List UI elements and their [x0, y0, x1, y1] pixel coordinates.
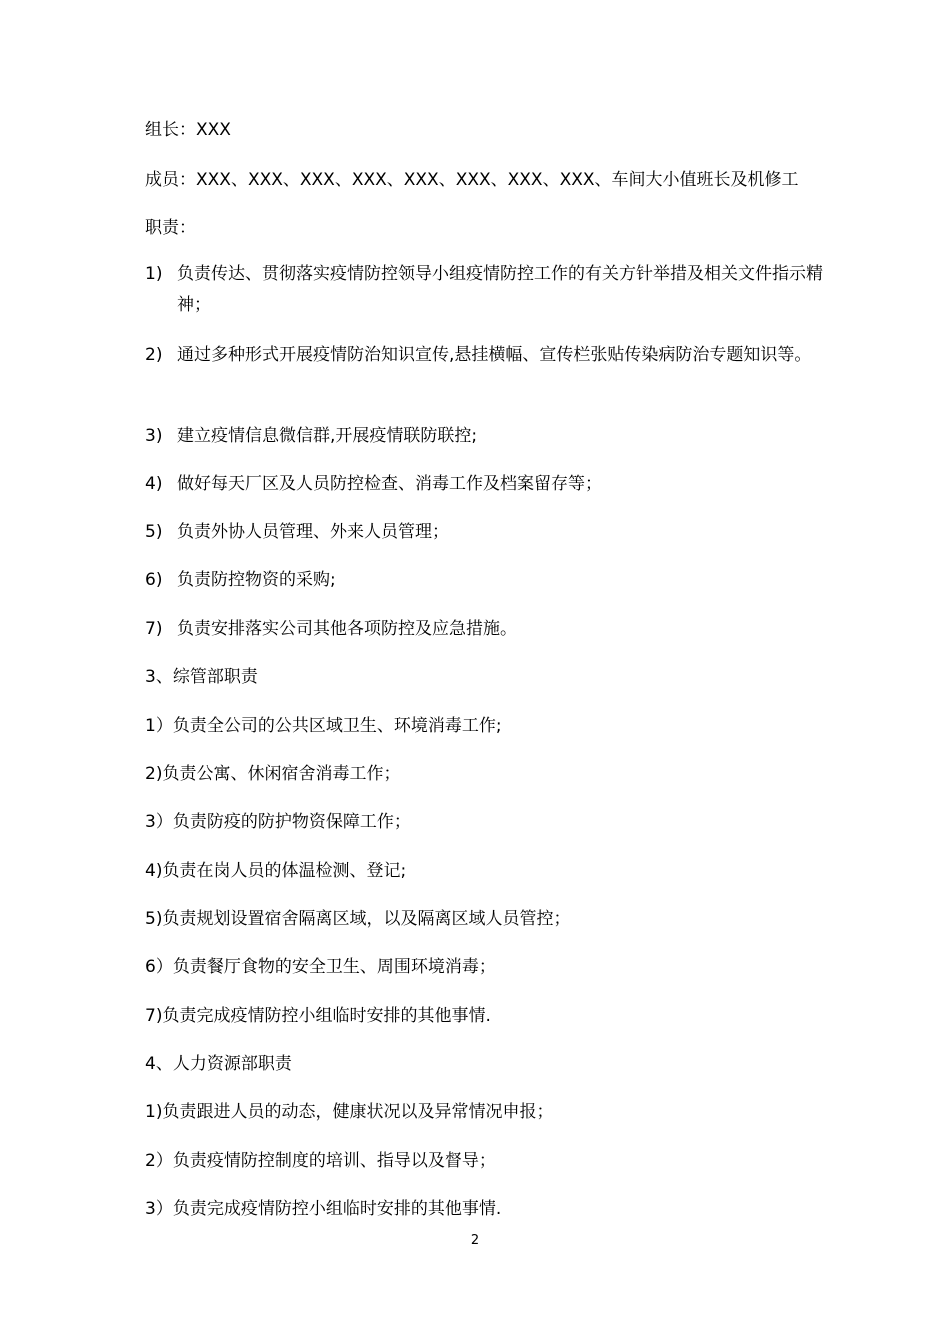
duty-item [145, 340, 825, 371]
duty-item-text: 建立疫情信息微信群,开展疫情联防联控; [177, 426, 478, 446]
duty-item [145, 565, 825, 596]
section-heading: 4、人力资源部职责 [145, 1054, 292, 1074]
duty-item [145, 259, 825, 321]
section-item: 7)负责完成疫情防控小组临时安排的其他事情. [145, 1006, 491, 1026]
section-heading: 3、综管部职责 [145, 667, 258, 687]
duty-item-number: 1) [145, 264, 163, 284]
page-number: 2 [470, 1233, 480, 1248]
duty-item [145, 517, 825, 548]
section-item: 6）负责餐厅食物的安全卫生、周围环境消毒； [145, 957, 496, 977]
duties-label: 职责： [145, 218, 196, 238]
duty-item-text: 做好每天厂区及人员防控检查、消毒工作及档案留存等； [177, 474, 602, 494]
leader-line: 组长：XXX [145, 120, 231, 140]
duty-item-text: 负责传达、贯彻落实疫情防控领导小组疫情防控工作的有关方针举措及相关文件指示精神； [177, 264, 823, 315]
duty-item-number: 7) [145, 619, 163, 639]
section-item: 3）负责防疫的防护物资保障工作； [145, 812, 411, 832]
section-item: 5)负责规划设置宿舍隔离区域，以及隔离区域人员管控； [145, 909, 571, 929]
duty-item-text: 负责外协人员管理、外来人员管理； [177, 522, 449, 542]
duty-item [145, 421, 825, 452]
section-item: 2)负责公寓、休闲宿舍消毒工作； [145, 764, 401, 784]
duty-item-text: 负责安排落实公司其他各项防控及应急措施。 [177, 619, 517, 639]
duty-item [145, 469, 825, 500]
duty-item-text: 负责防控物资的采购; [177, 570, 336, 590]
duty-item-number: 3) [145, 426, 163, 446]
section-item: 4)负责在岗人员的体温检测、登记; [145, 861, 407, 881]
duty-item-number: 6) [145, 570, 163, 590]
section-item: 2）负责疫情防控制度的培训、指导以及督导； [145, 1151, 496, 1171]
duty-item-number: 5) [145, 522, 163, 542]
section-item: 3）负责完成疫情防控小组临时安排的其他事情. [145, 1199, 502, 1219]
members-line: 成员：XXX、XXX、XXX、XXX、XXX、XXX、XXX、XXX、车间大小值班长及机修工 [145, 170, 799, 190]
duty-item-text: 通过多种形式开展疫情防治知识宣传,悬挂横幅、宣传栏张贴传染病防治专题知识等。 [177, 345, 812, 365]
duty-item-number: 4) [145, 474, 163, 494]
section-item: 1)负责跟进人员的动态，健康状况以及异常情况申报； [145, 1102, 554, 1122]
section-item: 1）负责全公司的公共区域卫生、环境消毒工作; [145, 716, 502, 736]
duty-item [145, 614, 825, 645]
duty-item-number: 2) [145, 345, 163, 365]
